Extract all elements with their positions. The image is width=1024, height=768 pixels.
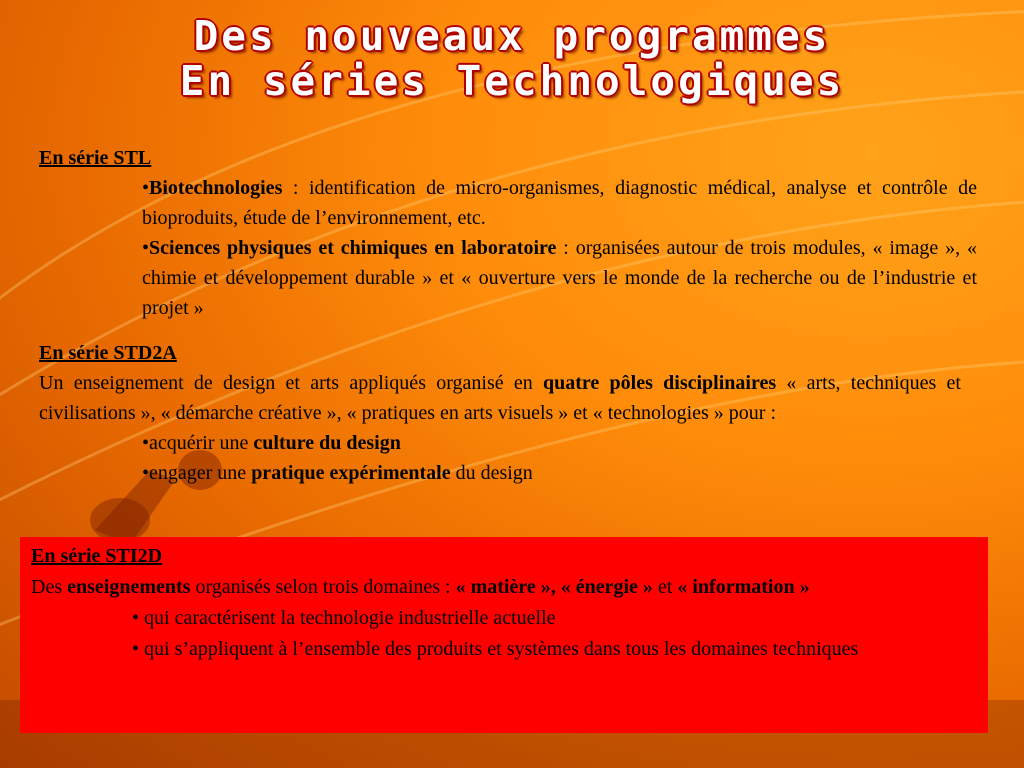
bullet-marker: • bbox=[142, 462, 150, 484]
bullet-marker: • bbox=[142, 237, 150, 259]
stl-bullet-biotech bbox=[39, 173, 977, 233]
stl-section bbox=[39, 143, 977, 323]
bullet-bold-term: pratique expérimentale bbox=[251, 462, 451, 484]
std2a-heading: En série STD2A bbox=[39, 342, 177, 364]
bullet-bold-term: Sciences physiques et chimiques en laboratoire bbox=[149, 237, 557, 259]
std2a-bullet-culture bbox=[39, 428, 961, 458]
intro-text-mid: organisés selon trois domaines : bbox=[190, 576, 456, 598]
title-line-2: En séries Technologiques bbox=[179, 57, 845, 105]
bullet-text: engager une bbox=[149, 462, 252, 484]
bullet-text-end: du design bbox=[450, 462, 533, 484]
sti2d-intro bbox=[31, 572, 977, 603]
std2a-bullet-pratique bbox=[39, 458, 961, 488]
bullet-marker: • bbox=[132, 607, 140, 629]
bullet-text: : organisées autour de trois modules, « image », « chimie et développement durable » et « ouverture vers le monde de la recherche ou de l’industrie et projet » bbox=[142, 237, 978, 319]
intro-text: Des bbox=[31, 576, 68, 598]
intro-text: Un enseignement de design et arts appliqués organisé en bbox=[39, 372, 543, 394]
bullet-marker: • bbox=[132, 638, 140, 660]
sti2d-bullet-1 bbox=[31, 603, 977, 634]
bullet-text: qui s’appliquent à l’ensemble des produits et systèmes dans tous les domaines techniques bbox=[139, 638, 859, 660]
intro-bold: quatre pôles disciplinaires bbox=[543, 372, 777, 394]
stl-bullet-sciences bbox=[39, 233, 977, 323]
bullet-bold-term: Biotechnologies bbox=[149, 177, 283, 199]
bullet-bold-term: culture du design bbox=[253, 432, 401, 454]
std2a-intro bbox=[39, 368, 961, 428]
sti2d-heading: En série STI2D bbox=[31, 545, 163, 567]
intro-bold-enseignements: enseignements bbox=[67, 576, 191, 598]
bullet-marker: • bbox=[142, 177, 150, 199]
intro-text-and: et bbox=[652, 576, 678, 598]
intro-bold-domains: « matière », « énergie » bbox=[455, 576, 653, 598]
sti2d-highlight-box bbox=[20, 537, 988, 733]
bullet-text: qui caractérisent la technologie industrielle actuelle bbox=[139, 607, 556, 629]
intro-bold-information: « information » bbox=[677, 576, 810, 598]
page-title bbox=[0, 14, 1024, 104]
bullet-text: : identification de micro-organismes, diagnostic médical, analyse et contrôle de bioproduits, étude de l’environnement, etc. bbox=[142, 177, 977, 229]
bullet-marker: • bbox=[142, 432, 150, 454]
sti2d-bullet-2 bbox=[31, 634, 977, 665]
stl-heading: En série STL bbox=[39, 147, 152, 169]
title-line-1: Des nouveaux programmes bbox=[193, 12, 831, 60]
std2a-section bbox=[39, 338, 961, 488]
bullet-text: acquérir une bbox=[149, 432, 254, 454]
intro-text-end: « arts, techniques et civilisations », « démarche créative », « pratiques en arts visuels » et « technologies » pour : bbox=[39, 372, 961, 424]
